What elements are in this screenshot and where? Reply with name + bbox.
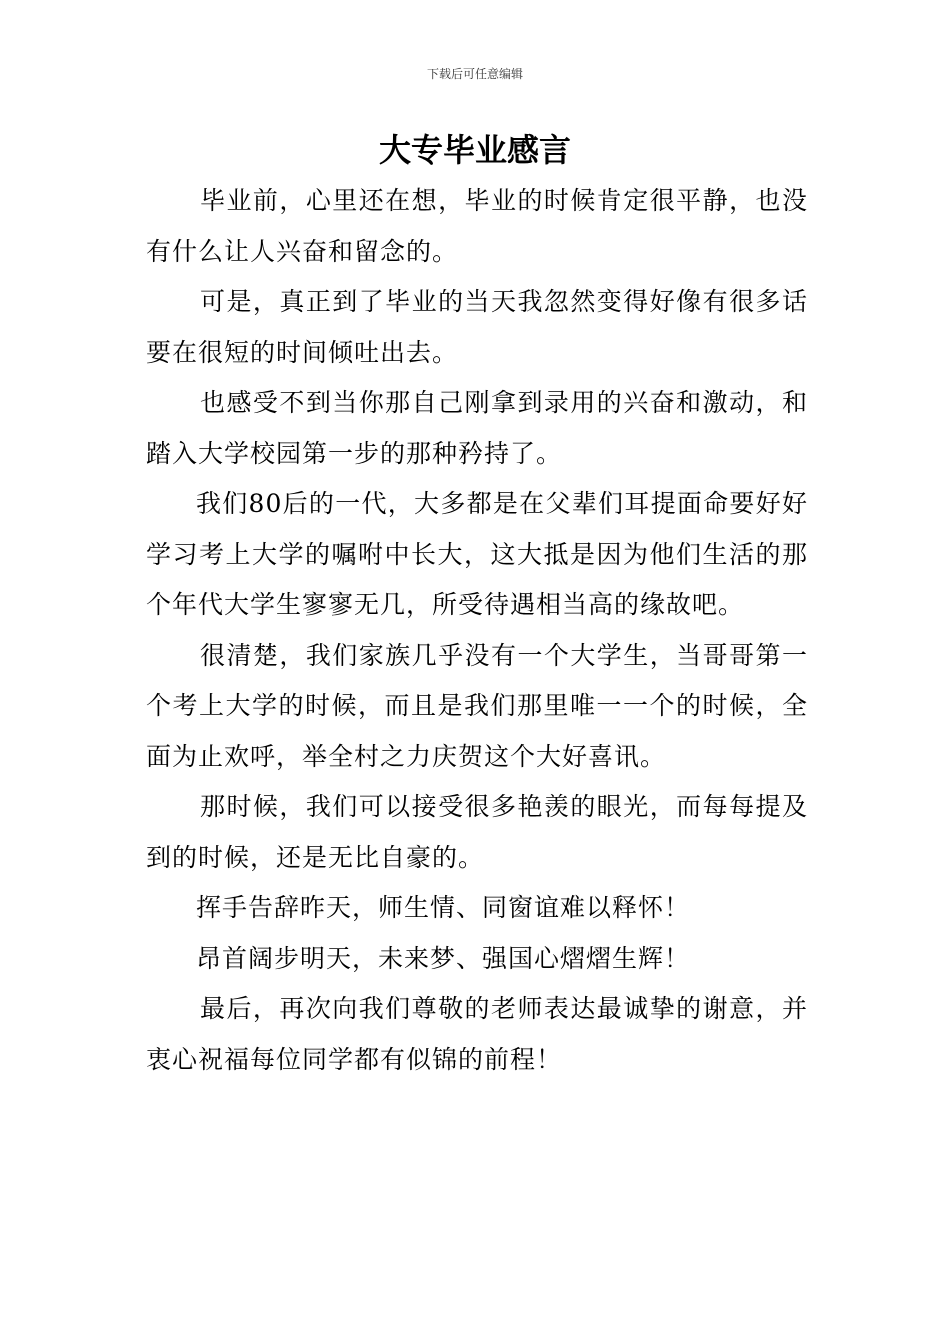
paragraph: 也感受不到当你那自己刚拿到录用的兴奋和激动，和踏入大学校园第一步的那种矜持了。: [146, 388, 808, 468]
paragraph: 昂首阔步明天，未来梦、强国心熠熠生辉！: [196, 943, 691, 973]
paragraph: 挥手告辞昨天，师生情、同窗谊难以释怀！: [196, 893, 691, 922]
document-body: [146, 176, 808, 1085]
document-title: 大专毕业感言: [378, 131, 571, 169]
paragraph: 我们80后的一代，大多都是在父辈们耳提面命要好好学习考上大学的嘱咐中长大，这大抵是因为他们生活的那个年代大学生寥寥无几，所受待遇相当高的缘故吧。: [146, 489, 808, 619]
paragraph: 最后，再次向我们尊敬的老师表达最诚挚的谢意，并衷心祝福每位同学都有似锦的前程！: [146, 994, 808, 1074]
header-note: 下载后可任意编辑: [426, 67, 523, 81]
paragraph: 毕业前，心里还在想，毕业的时候肯定很平静，也没有什么让人兴奋和留念的。: [146, 186, 808, 266]
paragraph: 可是，真正到了毕业的当天我忽然变得好像有很多话要在很短的时间倾吐出去。: [146, 287, 808, 367]
paragraph: 那时候，我们可以接受很多艳羡的眼光，而每每提及到的时候，还是无比自豪的。: [146, 792, 808, 872]
paragraph: 很清楚，我们家族几乎没有一个大学生，当哥哥第一个考上大学的时候，而且是我们那里唯一一个的时候，全面为止欢呼，举全村之力庆贺这个大好喜讯。: [146, 640, 808, 771]
